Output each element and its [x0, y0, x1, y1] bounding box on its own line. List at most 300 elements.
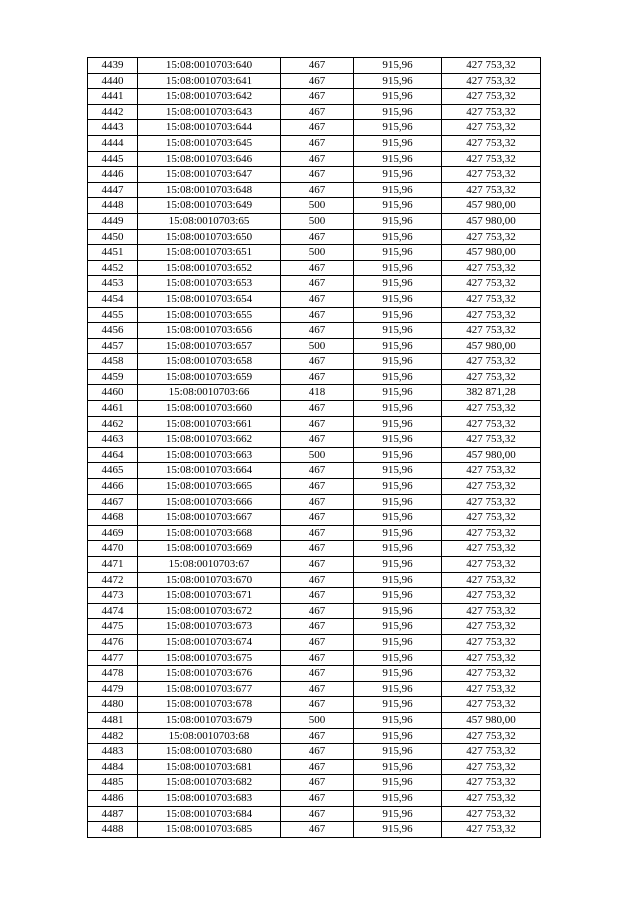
row-number-cell: 4460: [88, 385, 138, 401]
rate-cell: 915,96: [354, 307, 442, 323]
table-row: [88, 588, 541, 604]
data-table: [87, 57, 541, 838]
value-cell: 427 753,32: [442, 151, 541, 167]
value-cell: 427 753,32: [442, 89, 541, 105]
table-row: [88, 354, 541, 370]
cadastral-number-cell: 15:08:0010703:659: [138, 369, 281, 385]
area-cell: 467: [281, 401, 354, 417]
area-cell: 467: [281, 541, 354, 557]
area-cell: 467: [281, 697, 354, 713]
rate-cell: 915,96: [354, 619, 442, 635]
cadastral-number-cell: 15:08:0010703:647: [138, 167, 281, 183]
value-cell: 457 980,00: [442, 198, 541, 214]
rate-cell: 915,96: [354, 557, 442, 573]
rate-cell: 915,96: [354, 697, 442, 713]
table-row: [88, 135, 541, 151]
area-cell: 467: [281, 494, 354, 510]
cadastral-number-cell: 15:08:0010703:666: [138, 494, 281, 510]
rate-cell: 915,96: [354, 338, 442, 354]
rate-cell: 915,96: [354, 213, 442, 229]
area-cell: 500: [281, 198, 354, 214]
table-row: [88, 167, 541, 183]
table-row: [88, 744, 541, 760]
rate-cell: 915,96: [354, 728, 442, 744]
cadastral-number-cell: 15:08:0010703:664: [138, 463, 281, 479]
value-cell: 427 753,32: [442, 260, 541, 276]
value-cell: 427 753,32: [442, 744, 541, 760]
table-row: [88, 634, 541, 650]
area-cell: 500: [281, 447, 354, 463]
rate-cell: 915,96: [354, 229, 442, 245]
value-cell: 427 753,32: [442, 167, 541, 183]
area-cell: 467: [281, 463, 354, 479]
cadastral-number-cell: 15:08:0010703:674: [138, 634, 281, 650]
value-cell: 427 753,32: [442, 728, 541, 744]
table-row: [88, 666, 541, 682]
cadastral-number-cell: 15:08:0010703:677: [138, 681, 281, 697]
area-cell: 500: [281, 213, 354, 229]
value-cell: 427 753,32: [442, 634, 541, 650]
rate-cell: 915,96: [354, 73, 442, 89]
table-row: [88, 603, 541, 619]
row-number-cell: 4459: [88, 369, 138, 385]
value-cell: 427 753,32: [442, 432, 541, 448]
table-row: [88, 447, 541, 463]
area-cell: 467: [281, 572, 354, 588]
area-cell: 467: [281, 291, 354, 307]
rate-cell: 915,96: [354, 510, 442, 526]
rate-cell: 915,96: [354, 401, 442, 417]
area-cell: 467: [281, 151, 354, 167]
rate-cell: 915,96: [354, 666, 442, 682]
value-cell: 427 753,32: [442, 697, 541, 713]
cadastral-number-cell: 15:08:0010703:679: [138, 712, 281, 728]
row-number-cell: 4475: [88, 619, 138, 635]
area-cell: 467: [281, 307, 354, 323]
rate-cell: 915,96: [354, 588, 442, 604]
rate-cell: 915,96: [354, 463, 442, 479]
value-cell: 427 753,32: [442, 182, 541, 198]
cadastral-number-cell: 15:08:0010703:685: [138, 822, 281, 838]
table-row: [88, 338, 541, 354]
rate-cell: 915,96: [354, 120, 442, 136]
row-number-cell: 4454: [88, 291, 138, 307]
cadastral-number-cell: 15:08:0010703:68: [138, 728, 281, 744]
value-cell: 427 753,32: [442, 135, 541, 151]
cadastral-number-cell: 15:08:0010703:668: [138, 525, 281, 541]
value-cell: 427 753,32: [442, 58, 541, 74]
cadastral-number-cell: 15:08:0010703:656: [138, 323, 281, 339]
row-number-cell: 4479: [88, 681, 138, 697]
area-cell: 467: [281, 588, 354, 604]
area-cell: 467: [281, 369, 354, 385]
table-row: [88, 58, 541, 74]
cadastral-number-cell: 15:08:0010703:67: [138, 557, 281, 573]
cadastral-number-cell: 15:08:0010703:665: [138, 479, 281, 495]
area-cell: 467: [281, 104, 354, 120]
table-row: [88, 369, 541, 385]
row-number-cell: 4485: [88, 775, 138, 791]
table-row: [88, 260, 541, 276]
value-cell: 427 753,32: [442, 369, 541, 385]
row-number-cell: 4447: [88, 182, 138, 198]
rate-cell: 915,96: [354, 432, 442, 448]
area-cell: 467: [281, 525, 354, 541]
table-row: [88, 416, 541, 432]
row-number-cell: 4488: [88, 822, 138, 838]
area-cell: 467: [281, 557, 354, 573]
row-number-cell: 4462: [88, 416, 138, 432]
cadastral-number-cell: 15:08:0010703:673: [138, 619, 281, 635]
rate-cell: 915,96: [354, 603, 442, 619]
value-cell: 427 753,32: [442, 479, 541, 495]
area-cell: 500: [281, 338, 354, 354]
table-row: [88, 323, 541, 339]
row-number-cell: 4487: [88, 806, 138, 822]
value-cell: 427 753,32: [442, 759, 541, 775]
table-row: [88, 307, 541, 323]
value-cell: 427 753,32: [442, 666, 541, 682]
table-row: [88, 510, 541, 526]
area-cell: 467: [281, 666, 354, 682]
area-cell: 500: [281, 245, 354, 261]
value-cell: 427 753,32: [442, 619, 541, 635]
rate-cell: 915,96: [354, 744, 442, 760]
area-cell: 467: [281, 135, 354, 151]
rate-cell: 915,96: [354, 369, 442, 385]
rate-cell: 915,96: [354, 323, 442, 339]
rate-cell: 915,96: [354, 634, 442, 650]
rate-cell: 915,96: [354, 572, 442, 588]
row-number-cell: 4461: [88, 401, 138, 417]
area-cell: 467: [281, 58, 354, 74]
rate-cell: 915,96: [354, 167, 442, 183]
rate-cell: 915,96: [354, 494, 442, 510]
rate-cell: 915,96: [354, 89, 442, 105]
value-cell: 457 980,00: [442, 245, 541, 261]
table-row: [88, 697, 541, 713]
area-cell: 467: [281, 89, 354, 105]
rate-cell: 915,96: [354, 775, 442, 791]
area-cell: 467: [281, 775, 354, 791]
table-body: [88, 58, 541, 838]
cadastral-number-cell: 15:08:0010703:651: [138, 245, 281, 261]
cadastral-number-cell: 15:08:0010703:662: [138, 432, 281, 448]
area-cell: 467: [281, 167, 354, 183]
table-row: [88, 401, 541, 417]
row-number-cell: 4478: [88, 666, 138, 682]
value-cell: 427 753,32: [442, 525, 541, 541]
rate-cell: 915,96: [354, 245, 442, 261]
value-cell: 427 753,32: [442, 104, 541, 120]
cadastral-number-cell: 15:08:0010703:645: [138, 135, 281, 151]
area-cell: 467: [281, 744, 354, 760]
area-cell: 467: [281, 510, 354, 526]
table-row: [88, 525, 541, 541]
cadastral-number-cell: 15:08:0010703:684: [138, 806, 281, 822]
area-cell: 467: [281, 634, 354, 650]
cadastral-number-cell: 15:08:0010703:646: [138, 151, 281, 167]
row-number-cell: 4449: [88, 213, 138, 229]
rate-cell: 915,96: [354, 385, 442, 401]
value-cell: 457 980,00: [442, 447, 541, 463]
cadastral-number-cell: 15:08:0010703:644: [138, 120, 281, 136]
row-number-cell: 4468: [88, 510, 138, 526]
cadastral-number-cell: 15:08:0010703:65: [138, 213, 281, 229]
cadastral-number-cell: 15:08:0010703:676: [138, 666, 281, 682]
row-number-cell: 4481: [88, 712, 138, 728]
row-number-cell: 4441: [88, 89, 138, 105]
area-cell: 467: [281, 619, 354, 635]
value-cell: 427 753,32: [442, 650, 541, 666]
area-cell: 467: [281, 276, 354, 292]
row-number-cell: 4471: [88, 557, 138, 573]
cadastral-number-cell: 15:08:0010703:667: [138, 510, 281, 526]
row-number-cell: 4465: [88, 463, 138, 479]
value-cell: 457 980,00: [442, 213, 541, 229]
cadastral-number-cell: 15:08:0010703:682: [138, 775, 281, 791]
value-cell: 427 753,32: [442, 120, 541, 136]
table-row: [88, 120, 541, 136]
row-number-cell: 4458: [88, 354, 138, 370]
row-number-cell: 4445: [88, 151, 138, 167]
value-cell: 427 753,32: [442, 291, 541, 307]
row-number-cell: 4440: [88, 73, 138, 89]
value-cell: 427 753,32: [442, 354, 541, 370]
rate-cell: 915,96: [354, 151, 442, 167]
row-number-cell: 4484: [88, 759, 138, 775]
rate-cell: 915,96: [354, 712, 442, 728]
cadastral-number-cell: 15:08:0010703:657: [138, 338, 281, 354]
table-row: [88, 213, 541, 229]
area-cell: 467: [281, 182, 354, 198]
row-number-cell: 4451: [88, 245, 138, 261]
table-row: [88, 182, 541, 198]
value-cell: 427 753,32: [442, 229, 541, 245]
row-number-cell: 4482: [88, 728, 138, 744]
rate-cell: 915,96: [354, 759, 442, 775]
cadastral-number-cell: 15:08:0010703:641: [138, 73, 281, 89]
rate-cell: 915,96: [354, 276, 442, 292]
value-cell: 427 753,32: [442, 401, 541, 417]
table-row: [88, 151, 541, 167]
table-row: [88, 494, 541, 510]
rate-cell: 915,96: [354, 479, 442, 495]
area-cell: 467: [281, 822, 354, 838]
rate-cell: 915,96: [354, 790, 442, 806]
rate-cell: 915,96: [354, 416, 442, 432]
table-row: [88, 73, 541, 89]
area-cell: 467: [281, 479, 354, 495]
cadastral-number-cell: 15:08:0010703:653: [138, 276, 281, 292]
area-cell: 467: [281, 229, 354, 245]
table-row: [88, 89, 541, 105]
cadastral-number-cell: 15:08:0010703:640: [138, 58, 281, 74]
cadastral-number-cell: 15:08:0010703:661: [138, 416, 281, 432]
area-cell: 467: [281, 354, 354, 370]
table-row: [88, 229, 541, 245]
cadastral-number-cell: 15:08:0010703:66: [138, 385, 281, 401]
row-number-cell: 4456: [88, 323, 138, 339]
area-cell: 467: [281, 806, 354, 822]
rate-cell: 915,96: [354, 135, 442, 151]
row-number-cell: 4455: [88, 307, 138, 323]
table-row: [88, 291, 541, 307]
table-row: [88, 650, 541, 666]
rate-cell: 915,96: [354, 260, 442, 276]
row-number-cell: 4466: [88, 479, 138, 495]
cadastral-number-cell: 15:08:0010703:650: [138, 229, 281, 245]
row-number-cell: 4477: [88, 650, 138, 666]
area-cell: 467: [281, 73, 354, 89]
cadastral-number-cell: 15:08:0010703:658: [138, 354, 281, 370]
cadastral-number-cell: 15:08:0010703:642: [138, 89, 281, 105]
row-number-cell: 4476: [88, 634, 138, 650]
row-number-cell: 4480: [88, 697, 138, 713]
rate-cell: 915,96: [354, 806, 442, 822]
row-number-cell: 4472: [88, 572, 138, 588]
rate-cell: 915,96: [354, 681, 442, 697]
row-number-cell: 4463: [88, 432, 138, 448]
area-cell: 467: [281, 432, 354, 448]
row-number-cell: 4442: [88, 104, 138, 120]
cadastral-number-cell: 15:08:0010703:678: [138, 697, 281, 713]
cadastral-number-cell: 15:08:0010703:675: [138, 650, 281, 666]
value-cell: 427 753,32: [442, 73, 541, 89]
table-row: [88, 822, 541, 838]
cadastral-number-cell: 15:08:0010703:649: [138, 198, 281, 214]
table-row: [88, 790, 541, 806]
row-number-cell: 4457: [88, 338, 138, 354]
table-row: [88, 198, 541, 214]
row-number-cell: 4469: [88, 525, 138, 541]
area-cell: 467: [281, 728, 354, 744]
cadastral-number-cell: 15:08:0010703:648: [138, 182, 281, 198]
value-cell: 427 753,32: [442, 323, 541, 339]
cadastral-number-cell: 15:08:0010703:680: [138, 744, 281, 760]
value-cell: 427 753,32: [442, 541, 541, 557]
table-row: [88, 385, 541, 401]
row-number-cell: 4452: [88, 260, 138, 276]
value-cell: 427 753,32: [442, 276, 541, 292]
value-cell: 427 753,32: [442, 775, 541, 791]
area-cell: 467: [281, 120, 354, 136]
value-cell: 382 871,28: [442, 385, 541, 401]
cadastral-number-cell: 15:08:0010703:681: [138, 759, 281, 775]
cadastral-number-cell: 15:08:0010703:643: [138, 104, 281, 120]
table-row: [88, 541, 541, 557]
area-cell: 467: [281, 603, 354, 619]
table-row: [88, 759, 541, 775]
row-number-cell: 4486: [88, 790, 138, 806]
rate-cell: 915,96: [354, 650, 442, 666]
value-cell: 427 753,32: [442, 416, 541, 432]
table-row: [88, 463, 541, 479]
table-row: [88, 557, 541, 573]
row-number-cell: 4450: [88, 229, 138, 245]
value-cell: 457 980,00: [442, 338, 541, 354]
row-number-cell: 4448: [88, 198, 138, 214]
value-cell: 427 753,32: [442, 494, 541, 510]
cadastral-number-cell: 15:08:0010703:660: [138, 401, 281, 417]
row-number-cell: 4444: [88, 135, 138, 151]
area-cell: 467: [281, 416, 354, 432]
table-row: [88, 104, 541, 120]
value-cell: 427 753,32: [442, 790, 541, 806]
cadastral-number-cell: 15:08:0010703:652: [138, 260, 281, 276]
table-row: [88, 432, 541, 448]
rate-cell: 915,96: [354, 104, 442, 120]
table-row: [88, 712, 541, 728]
rate-cell: 915,96: [354, 447, 442, 463]
area-cell: 418: [281, 385, 354, 401]
value-cell: 427 753,32: [442, 588, 541, 604]
value-cell: 427 753,32: [442, 510, 541, 526]
row-number-cell: 4443: [88, 120, 138, 136]
rate-cell: 915,96: [354, 58, 442, 74]
table-row: [88, 775, 541, 791]
row-number-cell: 4474: [88, 603, 138, 619]
value-cell: 427 753,32: [442, 572, 541, 588]
area-cell: 467: [281, 759, 354, 775]
table-row: [88, 572, 541, 588]
area-cell: 467: [281, 681, 354, 697]
row-number-cell: 4464: [88, 447, 138, 463]
value-cell: 457 980,00: [442, 712, 541, 728]
rate-cell: 915,96: [354, 291, 442, 307]
row-number-cell: 4439: [88, 58, 138, 74]
cadastral-number-cell: 15:08:0010703:670: [138, 572, 281, 588]
value-cell: 427 753,32: [442, 822, 541, 838]
value-cell: 427 753,32: [442, 557, 541, 573]
row-number-cell: 4483: [88, 744, 138, 760]
row-number-cell: 4453: [88, 276, 138, 292]
rate-cell: 915,96: [354, 182, 442, 198]
table-row: [88, 728, 541, 744]
table-row: [88, 806, 541, 822]
cadastral-number-cell: 15:08:0010703:672: [138, 603, 281, 619]
rate-cell: 915,96: [354, 525, 442, 541]
value-cell: 427 753,32: [442, 307, 541, 323]
value-cell: 427 753,32: [442, 681, 541, 697]
rate-cell: 915,96: [354, 822, 442, 838]
cadastral-number-cell: 15:08:0010703:655: [138, 307, 281, 323]
area-cell: 467: [281, 323, 354, 339]
rate-cell: 915,96: [354, 354, 442, 370]
rate-cell: 915,96: [354, 541, 442, 557]
area-cell: 467: [281, 790, 354, 806]
rate-cell: 915,96: [354, 198, 442, 214]
area-cell: 467: [281, 260, 354, 276]
value-cell: 427 753,32: [442, 603, 541, 619]
row-number-cell: 4467: [88, 494, 138, 510]
table-row: [88, 245, 541, 261]
table-row: [88, 479, 541, 495]
cadastral-number-cell: 15:08:0010703:669: [138, 541, 281, 557]
row-number-cell: 4446: [88, 167, 138, 183]
table-row: [88, 681, 541, 697]
cadastral-number-cell: 15:08:0010703:671: [138, 588, 281, 604]
row-number-cell: 4470: [88, 541, 138, 557]
area-cell: 500: [281, 712, 354, 728]
area-cell: 467: [281, 650, 354, 666]
row-number-cell: 4473: [88, 588, 138, 604]
cadastral-number-cell: 15:08:0010703:654: [138, 291, 281, 307]
table-row: [88, 276, 541, 292]
cadastral-number-cell: 15:08:0010703:663: [138, 447, 281, 463]
value-cell: 427 753,32: [442, 806, 541, 822]
cadastral-number-cell: 15:08:0010703:683: [138, 790, 281, 806]
